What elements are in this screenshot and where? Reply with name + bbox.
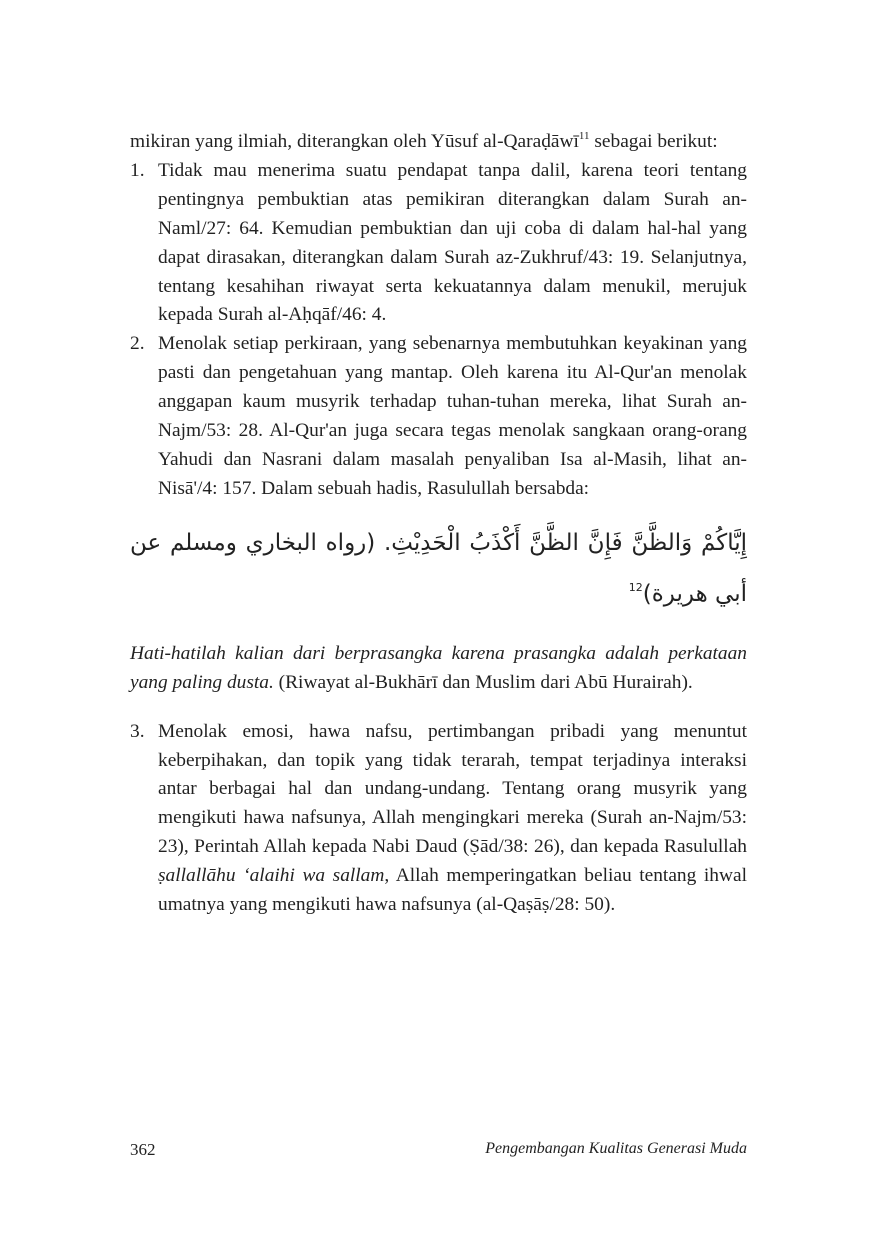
hadith-translation bbox=[130, 640, 747, 698]
intro-text: mikiran yang ilmiah, diterangkan oleh Yūsuf al-Qaraḍāwī bbox=[130, 131, 579, 152]
running-head: Pengembangan Kualitas Generasi Muda bbox=[485, 1140, 747, 1157]
list-number: 1. bbox=[130, 159, 145, 181]
list-item-text-end: , Allah memperingatkan beliau tentang ihwal umatnya yang mengikuti hawa nafsunya (al-Qaṣāṣ/28: 50). bbox=[158, 865, 747, 916]
intro-text-end: sebagai berikut: bbox=[589, 131, 718, 152]
translation-source: (Riwayat al-Bukhārī dan Muslim dari Abū Hurairah). bbox=[273, 671, 693, 693]
list-item-honorific: ṣallallāhu ‘alaihi wa sallam bbox=[158, 865, 385, 887]
translation-italic: Hati-hatilah kalian dari berprasangka karena prasangka adalah perkataan yang paling dusta. bbox=[130, 642, 747, 693]
list-item-text: Tidak mau menerima suatu pendapat tanpa dalil, karena teori tentang pentingnya pembuktian atas pemikiran diterangkan dalam Surah an-Naml/27: 64. Kemudian pembuktian dan uji coba di dalam hal-hal yang dapat dirasakan, diterangkan dalam Surah az-Zukhruf/43: 19. Selanjutnya, tentang kesahihan riwayat serta kekuatannya dalam menukil, merujuk kepada Surah al-Aḥqāf/46: 4. bbox=[158, 159, 747, 326]
numbered-list-continued bbox=[130, 718, 747, 920]
list-item-text: Menolak emosi, hawa nafsu, pertimbangan pribadi yang menuntut keberpihakan, dan topik yang tidak terarah, tempat terjadinya interaksi antar berbagai hal dan undang-undang. Tentang orang musyrik yang mengikuti hawa nafsunya, Allah mengingkari mereka (Surah an-Najm/53: 23), Perintah Allah kepada Nabi Daud (Ṣād/38: 26), dan kepada Rasulullah bbox=[158, 720, 747, 858]
footnote-ref-11[interactable]: 11 bbox=[578, 129, 590, 142]
page-body bbox=[130, 128, 747, 920]
list-item bbox=[130, 718, 747, 920]
list-number: 2. bbox=[130, 333, 145, 355]
numbered-list bbox=[130, 157, 747, 504]
hadith-text: إِيَّاكُمْ وَالظَّنَّ فَإِنَّ الظَّنَّ أَكْذَبُ الْحَدِيْثِ. (رواه البخاري ومسلم عن أبي هريرة) bbox=[130, 529, 747, 607]
list-item-text: Menolak setiap perkiraan, yang sebenarnya membutuhkan keyakinan yang pasti dan pengetahuan yang mantap. Oleh karena itu Al-Qur'an menolak anggapan kaum musyrik terhadap tuhan-tuhan mereka, lihat Surah an-Najm/53: 28. Al-Qur'an juga secara tegas menolak sangkaan orang-orang Yahudi dan Nasrani dalam masalah penyaliban Isa al-Masih, lihat an-Nisā'/4: 157. Dalam sebuah hadis, Rasulullah bersabda: bbox=[158, 333, 747, 499]
intro-paragraph bbox=[130, 128, 747, 157]
footnote-ref-12[interactable]: 12 bbox=[628, 581, 643, 595]
page-footer bbox=[130, 1140, 747, 1164]
list-number: 3. bbox=[130, 720, 145, 742]
list-item bbox=[130, 330, 747, 503]
list-item bbox=[130, 157, 747, 330]
hadith-arabic bbox=[130, 518, 747, 620]
page-number: 362 bbox=[130, 1140, 156, 1159]
